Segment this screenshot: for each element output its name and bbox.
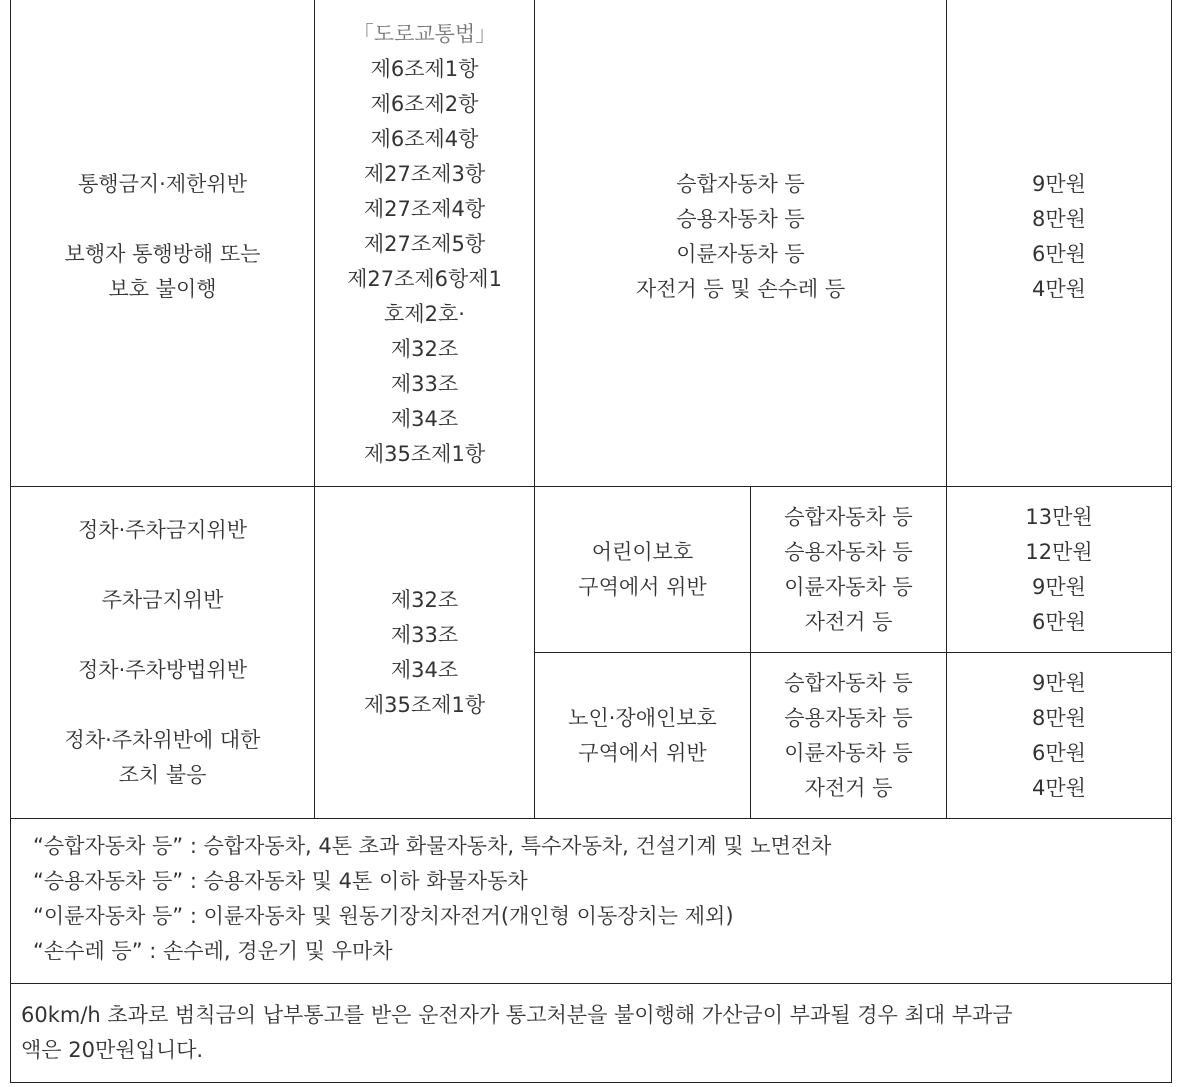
vehicle-type: 승용자동차 등 [784, 539, 913, 564]
fine-amount: 9만원 [1032, 171, 1086, 196]
vehicle-type: 자전거 등 및 손수레 등 [635, 276, 846, 301]
violation-text: 정차·주차금지위반 [78, 517, 247, 542]
zone-text: 노인·장애인보호 [568, 705, 717, 730]
violation-text: 통행금지·제한위반 [78, 171, 247, 196]
law-header: 「도로교통법」 [352, 22, 497, 46]
law-article: 제6조제1항 [370, 57, 479, 81]
vehicle-type: 승용자동차 등 [784, 705, 913, 730]
vehicle-type: 자전거 등 [804, 775, 893, 800]
note-line: “승용자동차 등” : 승용자동차 및 4톤 이하 화물자동차 [33, 869, 528, 893]
fine-cell [947, 653, 1172, 819]
table-row [11, 984, 1172, 1083]
fine-amount: 6만원 [1032, 609, 1086, 634]
zone-cell-senior [535, 653, 751, 819]
vehicle-type: 자전거 등 [804, 609, 893, 634]
fine-cell [947, 0, 1172, 487]
fine-amount: 13만원 [1025, 504, 1093, 529]
zone-cell-child [535, 487, 751, 653]
fine-amount: 8만원 [1032, 705, 1086, 730]
law-cell [315, 487, 535, 819]
vehicle-type: 승합자동차 등 [676, 171, 805, 196]
law-article: 제33조 [390, 372, 459, 396]
law-article: 제6조제2항 [370, 92, 479, 116]
vehicle-type: 승합자동차 등 [784, 504, 913, 529]
violation-cell [11, 0, 315, 487]
fine-amount: 9만원 [1032, 670, 1086, 695]
summary-line: 60km/h 초과로 범칙금의 납부통고를 받은 운전자가 통고처분을 불이행해 가산금이 부과될 경우 최대 부과금 [21, 1003, 1013, 1027]
note-line: “승합자동차 등” : 승합자동차, 4톤 초과 화물자동차, 특수자동차, 건설기계 및 노면전차 [33, 834, 832, 858]
law-article: 제34조 [390, 407, 459, 431]
table-row [11, 0, 1172, 487]
violation-text: 주차금지위반 [101, 587, 224, 612]
zone-text: 어린이보호 [591, 539, 694, 564]
violation-text: 정차·주차방법위반 [78, 657, 247, 682]
law-article: 제33조 [390, 622, 459, 647]
note-line: “손수레 등” : 손수레, 경운기 및 우마차 [33, 939, 393, 963]
fine-amount: 4만원 [1032, 276, 1086, 301]
table-row [11, 487, 1172, 653]
vehicle-cell [751, 487, 947, 653]
fines-table [10, 0, 1172, 1083]
law-article: 제27조제5항 [363, 232, 486, 256]
law-cell [315, 0, 535, 487]
law-article: 호제2호· [384, 302, 465, 326]
law-article: 제32조 [390, 587, 459, 612]
law-article: 제35조제1항 [363, 692, 486, 717]
vehicle-cell [535, 0, 947, 487]
violation-cell [11, 487, 315, 819]
fine-amount: 8만원 [1032, 206, 1086, 231]
fine-amount: 12만원 [1025, 539, 1093, 564]
zone-text: 구역에서 위반 [578, 740, 707, 765]
violation-text: 보호 불이행 [108, 276, 217, 301]
law-article: 제27조제6항제1 [347, 267, 502, 291]
fine-cell [947, 487, 1172, 653]
vehicle-type: 이륜자동차 등 [784, 740, 913, 765]
fine-amount: 6만원 [1032, 241, 1086, 266]
law-article: 제35조제1항 [363, 442, 486, 466]
note-line: “이륜자동차 등” : 이륜자동차 및 원동기장치자전거(개인형 이동장치는 제외) [33, 904, 734, 928]
vehicle-definitions-note [11, 819, 1172, 984]
vehicle-type: 이륜자동차 등 [784, 574, 913, 599]
law-article: 제27조제4항 [363, 197, 486, 221]
violation-text: 조치 불응 [118, 762, 207, 787]
law-article: 제32조 [390, 337, 459, 361]
vehicle-type: 승합자동차 등 [784, 670, 913, 695]
law-article: 제27조제3항 [363, 162, 486, 186]
table-row [11, 819, 1172, 984]
law-article: 제34조 [390, 657, 459, 682]
vehicle-cell [751, 653, 947, 819]
fine-amount: 6만원 [1032, 740, 1086, 765]
law-article: 제6조제4항 [370, 127, 479, 151]
vehicle-type: 이륜자동차 등 [676, 241, 805, 266]
zone-text: 구역에서 위반 [578, 574, 707, 599]
fine-amount: 4만원 [1032, 775, 1086, 800]
violation-text: 정차·주차위반에 대한 [64, 727, 261, 752]
summary-line: 액은 20만원입니다. [21, 1038, 204, 1062]
vehicle-type: 승용자동차 등 [676, 206, 805, 231]
surcharge-summary [11, 984, 1172, 1083]
fine-amount: 9만원 [1032, 574, 1086, 599]
violation-text: 보행자 통행방해 또는 [64, 241, 261, 266]
